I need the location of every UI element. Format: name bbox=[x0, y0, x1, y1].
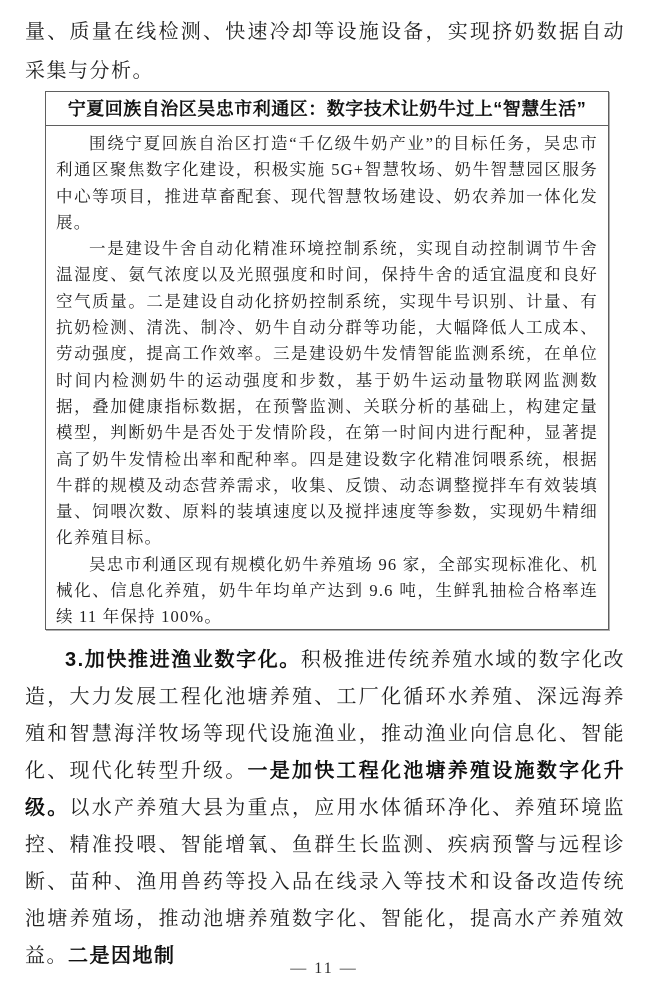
paragraph-fishery-digitalization bbox=[25, 642, 625, 975]
case-box-paragraph-measures: 一是建设牛舍自动化精准环境控制系统，实现自动控制调节牛舍温湿度、氨气浓度以及光照强度和时间，保持牛舍的适宜温度和良好空气质量。二是建设自动化挤奶控制系统，实现牛号识别、计量、有抗奶检测、清洗、制冷、奶牛自动分群等功能，大幅降低人工成本、劳动强度，提高工作效率。三是建设奶牛发情智能监测系统，在单位时间内检测奶牛的运动强度和步数，基于奶牛运动量物联网监测数据，叠加健康指标数据，在预警监测、关联分析的基础上，构建定量模型，判断奶牛是否处于发情阶段，在第一时间内进行配种，显著提高了奶牛发情检出率和配种率。四是建设数字化精准饲喂系统，根据牛群的规模及动态营养需求，收集、反馈、动态调整搅拌车有效装填量、饲喂次数、原料的装填速度以及搅拌速度等参数，实现奶牛精细化养殖目标。 bbox=[56, 239, 598, 548]
paragraph-milking-data-collection: 量、质量在线检测、快速冷却等设施设备，实现挤奶数据自动采集与分析。 bbox=[25, 21, 625, 82]
section-body-text-2: 以水产养殖大县为重点，应用水体循环净化、养殖环境监控、精准投喂、智能增氧、鱼群生长监测、疾病预警与远程诊断、苗种、渔用兽药等投入品在线录入等技术和设备改造传统池塘养殖场，推动池塘养殖数字化、智能化，提高水产养殖效益。 bbox=[25, 797, 625, 967]
section-body-text-1: 积极推进传统养殖水域的数字化改造，大力发展工程化池塘养殖、工厂化循环水养殖、深远海养殖和智慧海洋牧场等现代设施渔业，推动渔业向信息化、智能化、现代化转型升级。 bbox=[25, 649, 625, 782]
case-box-paragraph-results: 吴忠市利通区现有规模化奶牛养殖场 96 家，全部实现标准化、机械化、信息化养殖，奶牛年均单产达到 9.6 吨，生鲜乳抽检合格率连续 11 年保持 100%。 bbox=[56, 554, 598, 627]
section-subpoint-1-heading: 一是加快工程化池塘养殖设施数字化升级。 bbox=[25, 760, 625, 819]
case-box-body bbox=[46, 126, 608, 630]
case-box-paragraph-overview: 围绕宁夏回族自治区打造“千亿级牛奶产业”的目标任务，吴忠市利通区聚焦数字化建设，积极实施 5G+智慧牧场、奶牛智慧园区服务中心等项目，推进草畜配套、现代智慧牧场建设、奶农养加一体化发展。 bbox=[56, 134, 598, 232]
case-study-box bbox=[45, 91, 609, 630]
section-heading-fishery: 3.加快推进渔业数字化。 bbox=[65, 649, 301, 671]
page-number: — 11 — bbox=[290, 960, 358, 977]
section-subpoint-2-heading: 二是因地制 bbox=[68, 945, 176, 967]
case-box-title: 宁夏回族自治区吴忠市利通区：数字技术让奶牛过上“智慧生活” bbox=[46, 92, 608, 126]
